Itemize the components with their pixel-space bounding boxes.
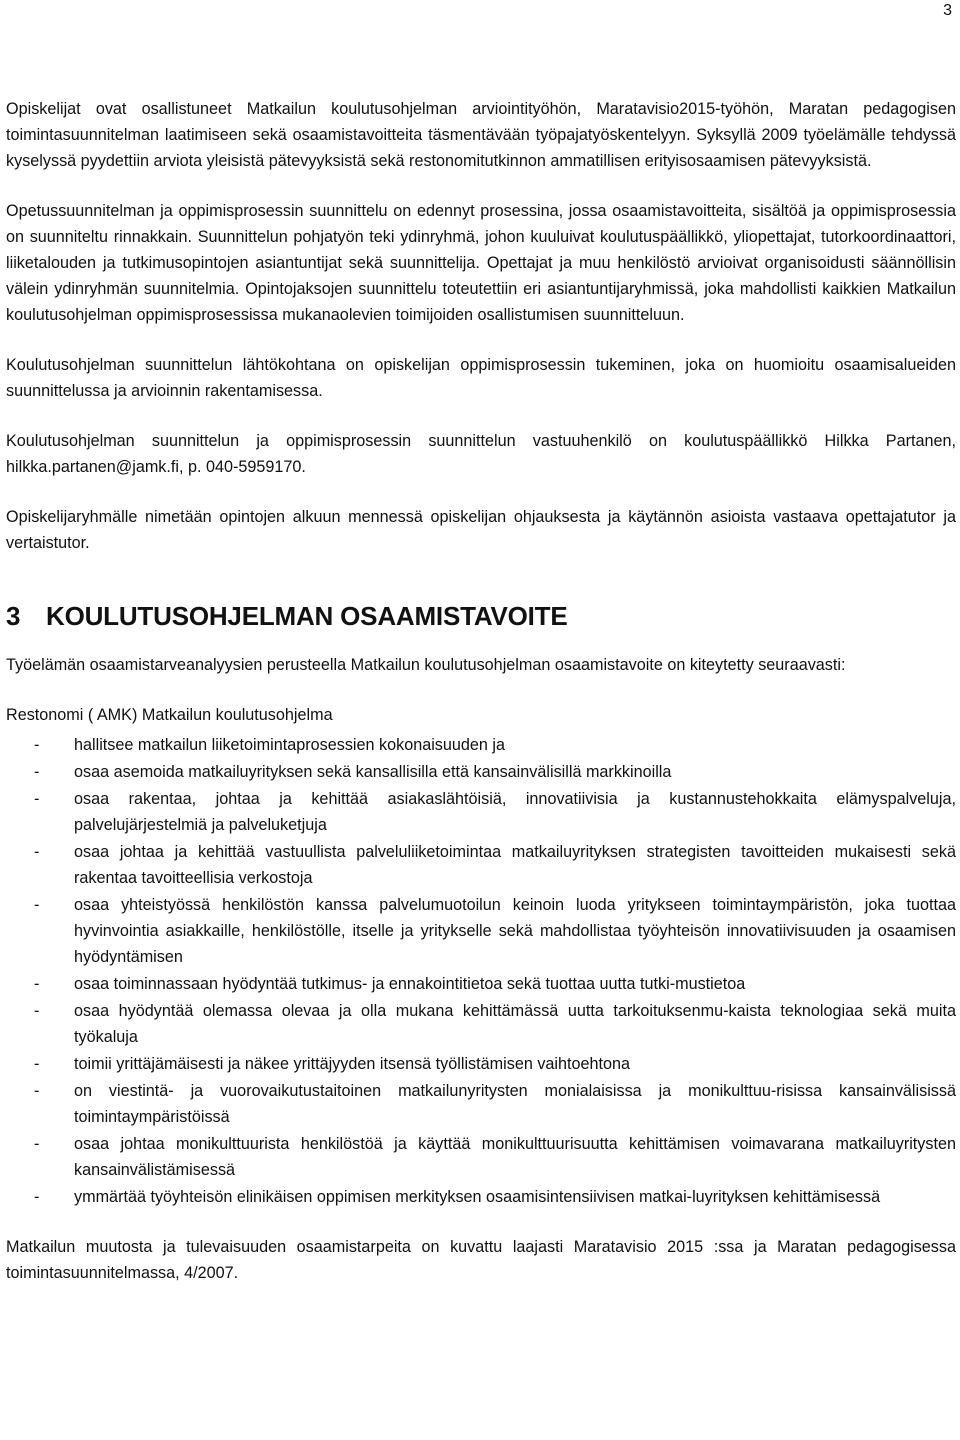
bullet-dash: - bbox=[34, 843, 40, 861]
page-content bbox=[6, 96, 956, 1310]
bullet-dash: - bbox=[34, 1188, 40, 1206]
list-item bbox=[6, 1131, 956, 1183]
list-item-text: on viestintä- ja vuorovaikutustaitoinen matkailunyritysten monialaisissa ja monikulttuu-risissa kansainvälisissä toimintaympäristöissä bbox=[74, 1082, 956, 1126]
list-item-text: osaa hyödyntää olemassa olevaa ja olla mukana kehittämässä uutta tarkoituksenmu-kaista teknologiaa sekä muita työkaluja bbox=[74, 1002, 956, 1046]
list-item-text: ymmärtää työyhteisön elinikäisen oppimisen merkityksen osaamisintensiivisen matkai-luyrityksen kehittämisessä bbox=[74, 1188, 881, 1206]
bullet-dash: - bbox=[34, 763, 40, 781]
list-item bbox=[6, 1051, 956, 1077]
list-item-text: hallitsee matkailun liiketoimintaprosessien kokonaisuuden ja bbox=[74, 736, 506, 754]
page-number: 3 bbox=[943, 2, 952, 19]
paragraph: Koulutusohjelman suunnittelun ja oppimisprosessin suunnittelun vastuuhenkilö on koulutuspäällikkö Hilkka Partanen, hilkka.partanen@jamk.fi, p. 040-5959170. bbox=[6, 432, 956, 476]
list-item bbox=[6, 971, 956, 997]
list-item bbox=[6, 892, 956, 970]
section-intro: Työelämän osaamistarveanalyysien perusteella Matkailun koulutusohjelman osaamistavoite on kiteytetty seuraavasti: bbox=[6, 656, 846, 674]
section-number: 3 bbox=[6, 601, 21, 631]
bullet-dash: - bbox=[34, 896, 40, 914]
section-heading bbox=[6, 598, 956, 634]
list-item-text: osaa toiminnassaan hyödyntää tutkimus- ja ennakointitietoa sekä tuottaa uutta tutki-mustietoa bbox=[74, 975, 746, 993]
list-item-text: osaa johtaa ja kehittää vastuullista palveluliiketoimintaa matkailuyrityksen strategisten tavoitteiden mukaisesti sekä rakentaa tavoitteellisia verkostoja bbox=[74, 843, 956, 887]
list-item bbox=[6, 732, 956, 758]
list-title: Restonomi ( AMK) Matkailun koulutusohjelma bbox=[6, 706, 333, 724]
list-item bbox=[6, 1184, 956, 1210]
list-item bbox=[6, 786, 956, 838]
paragraph: Opiskelijat ovat osallistuneet Matkailun koulutusohjelman arviointityöhön, Maratavisio2015-työhön, Maratan pedagogisen toimintasuunnitelman laatimiseen sekä osaamistavoitteita täsmentävään työpajatyöskentelyyn. Syksyllä 2009 työelämälle tehdyssä kyselyssä pyydettiin arviota yleisistä pätevyyksistä sekä restonomitutkinnon ammatillisen erityisosaamisen pätevyyksistä. bbox=[6, 100, 956, 170]
bullet-dash: - bbox=[34, 1055, 40, 1073]
bullet-dash: - bbox=[34, 1082, 40, 1100]
bullet-dash: - bbox=[34, 736, 40, 754]
list-item-text: osaa yhteistyössä henkilöstön kanssa palvelumuotoilun keinoin luoda yritykseen toimintaympäristön, joka tuottaa hyvinvointia asiakkaille, henkilöstölle, itselle ja yritykselle sekä mahdollistaa työyhteisön innovatiivisuuden ja osaamisen hyödyntämisen bbox=[74, 896, 956, 966]
bullet-dash: - bbox=[34, 1002, 40, 1020]
goals-list bbox=[6, 732, 956, 1210]
paragraph: Opiskelijaryhmälle nimetään opintojen alkuun mennessä opiskelijan ohjauksesta ja käytännön asioista vastaava opettajatutor ja vertaistutor. bbox=[6, 508, 956, 552]
list-item bbox=[6, 759, 956, 785]
bullet-dash: - bbox=[34, 975, 40, 993]
paragraph: Opetussuunnitelman ja oppimisprosessin suunnittelu on edennyt prosessina, jossa osaamistavoitteita, sisältöä ja oppimisprosessia on suunniteltu rinnakkain. Suunnittelun pohjatyön teki ydinryhmä, johon kuuluivat koulutuspäällikkö, yliopettajat, tutorkoordinaattori, liiketalouden ja tutkimusopintojen asiantuntijat sekä suunnittelija. Opettajat ja muu henkilöstö arvioivat organisoidusti säännöllisin välein ydinryhmän suunnitelmia. Opintojaksojen suunnittelu toteutettiin eri asiantuntijaryhmissä, joka mahdollisti kaikkien Matkailun koulutusohjelman oppimisprosessissa mukanaolevien toimijoiden osallistumisen suunnitteluun. bbox=[6, 202, 956, 324]
list-item bbox=[6, 998, 956, 1050]
list-item-text: osaa rakentaa, johtaa ja kehittää asiakaslähtöisiä, innovatiivisia ja kustannustehokkaita elämyspalveluja, palvelujärjestelmiä ja palveluketjuja bbox=[74, 790, 956, 834]
closing-paragraph: Matkailun muutosta ja tulevaisuuden osaamistarpeita on kuvattu laajasti Maratavisio 2015 :ssa ja Maratan pedagogisessa toimintasuunnitelmassa, 4/2007. bbox=[6, 1238, 956, 1282]
list-item-text: osaa asemoida matkailuyrityksen sekä kansallisilla että kansainvälisillä markkinoilla bbox=[74, 763, 672, 781]
section-title: KOULUTUSOHJELMAN OSAAMISTAVOITE bbox=[46, 601, 568, 631]
list-item-text: toimii yrittäjämäisesti ja näkee yrittäjyyden itsensä työllistämisen vaihtoehtona bbox=[74, 1055, 631, 1073]
bullet-dash: - bbox=[34, 790, 40, 808]
list-item-text: osaa johtaa monikulttuurista henkilöstöä ja käyttää monikulttuurisuutta kehittämisen voimavarana matkailuyritysten kansainvälistämisessä bbox=[74, 1135, 956, 1179]
list-item bbox=[6, 839, 956, 891]
list-item bbox=[6, 1078, 956, 1130]
bullet-dash: - bbox=[34, 1135, 40, 1153]
paragraph: Koulutusohjelman suunnittelun lähtökohtana on opiskelijan oppimisprosessin tukeminen, joka on huomioitu osaamisalueiden suunnittelussa ja arvioinnin rakentamisessa. bbox=[6, 356, 956, 400]
